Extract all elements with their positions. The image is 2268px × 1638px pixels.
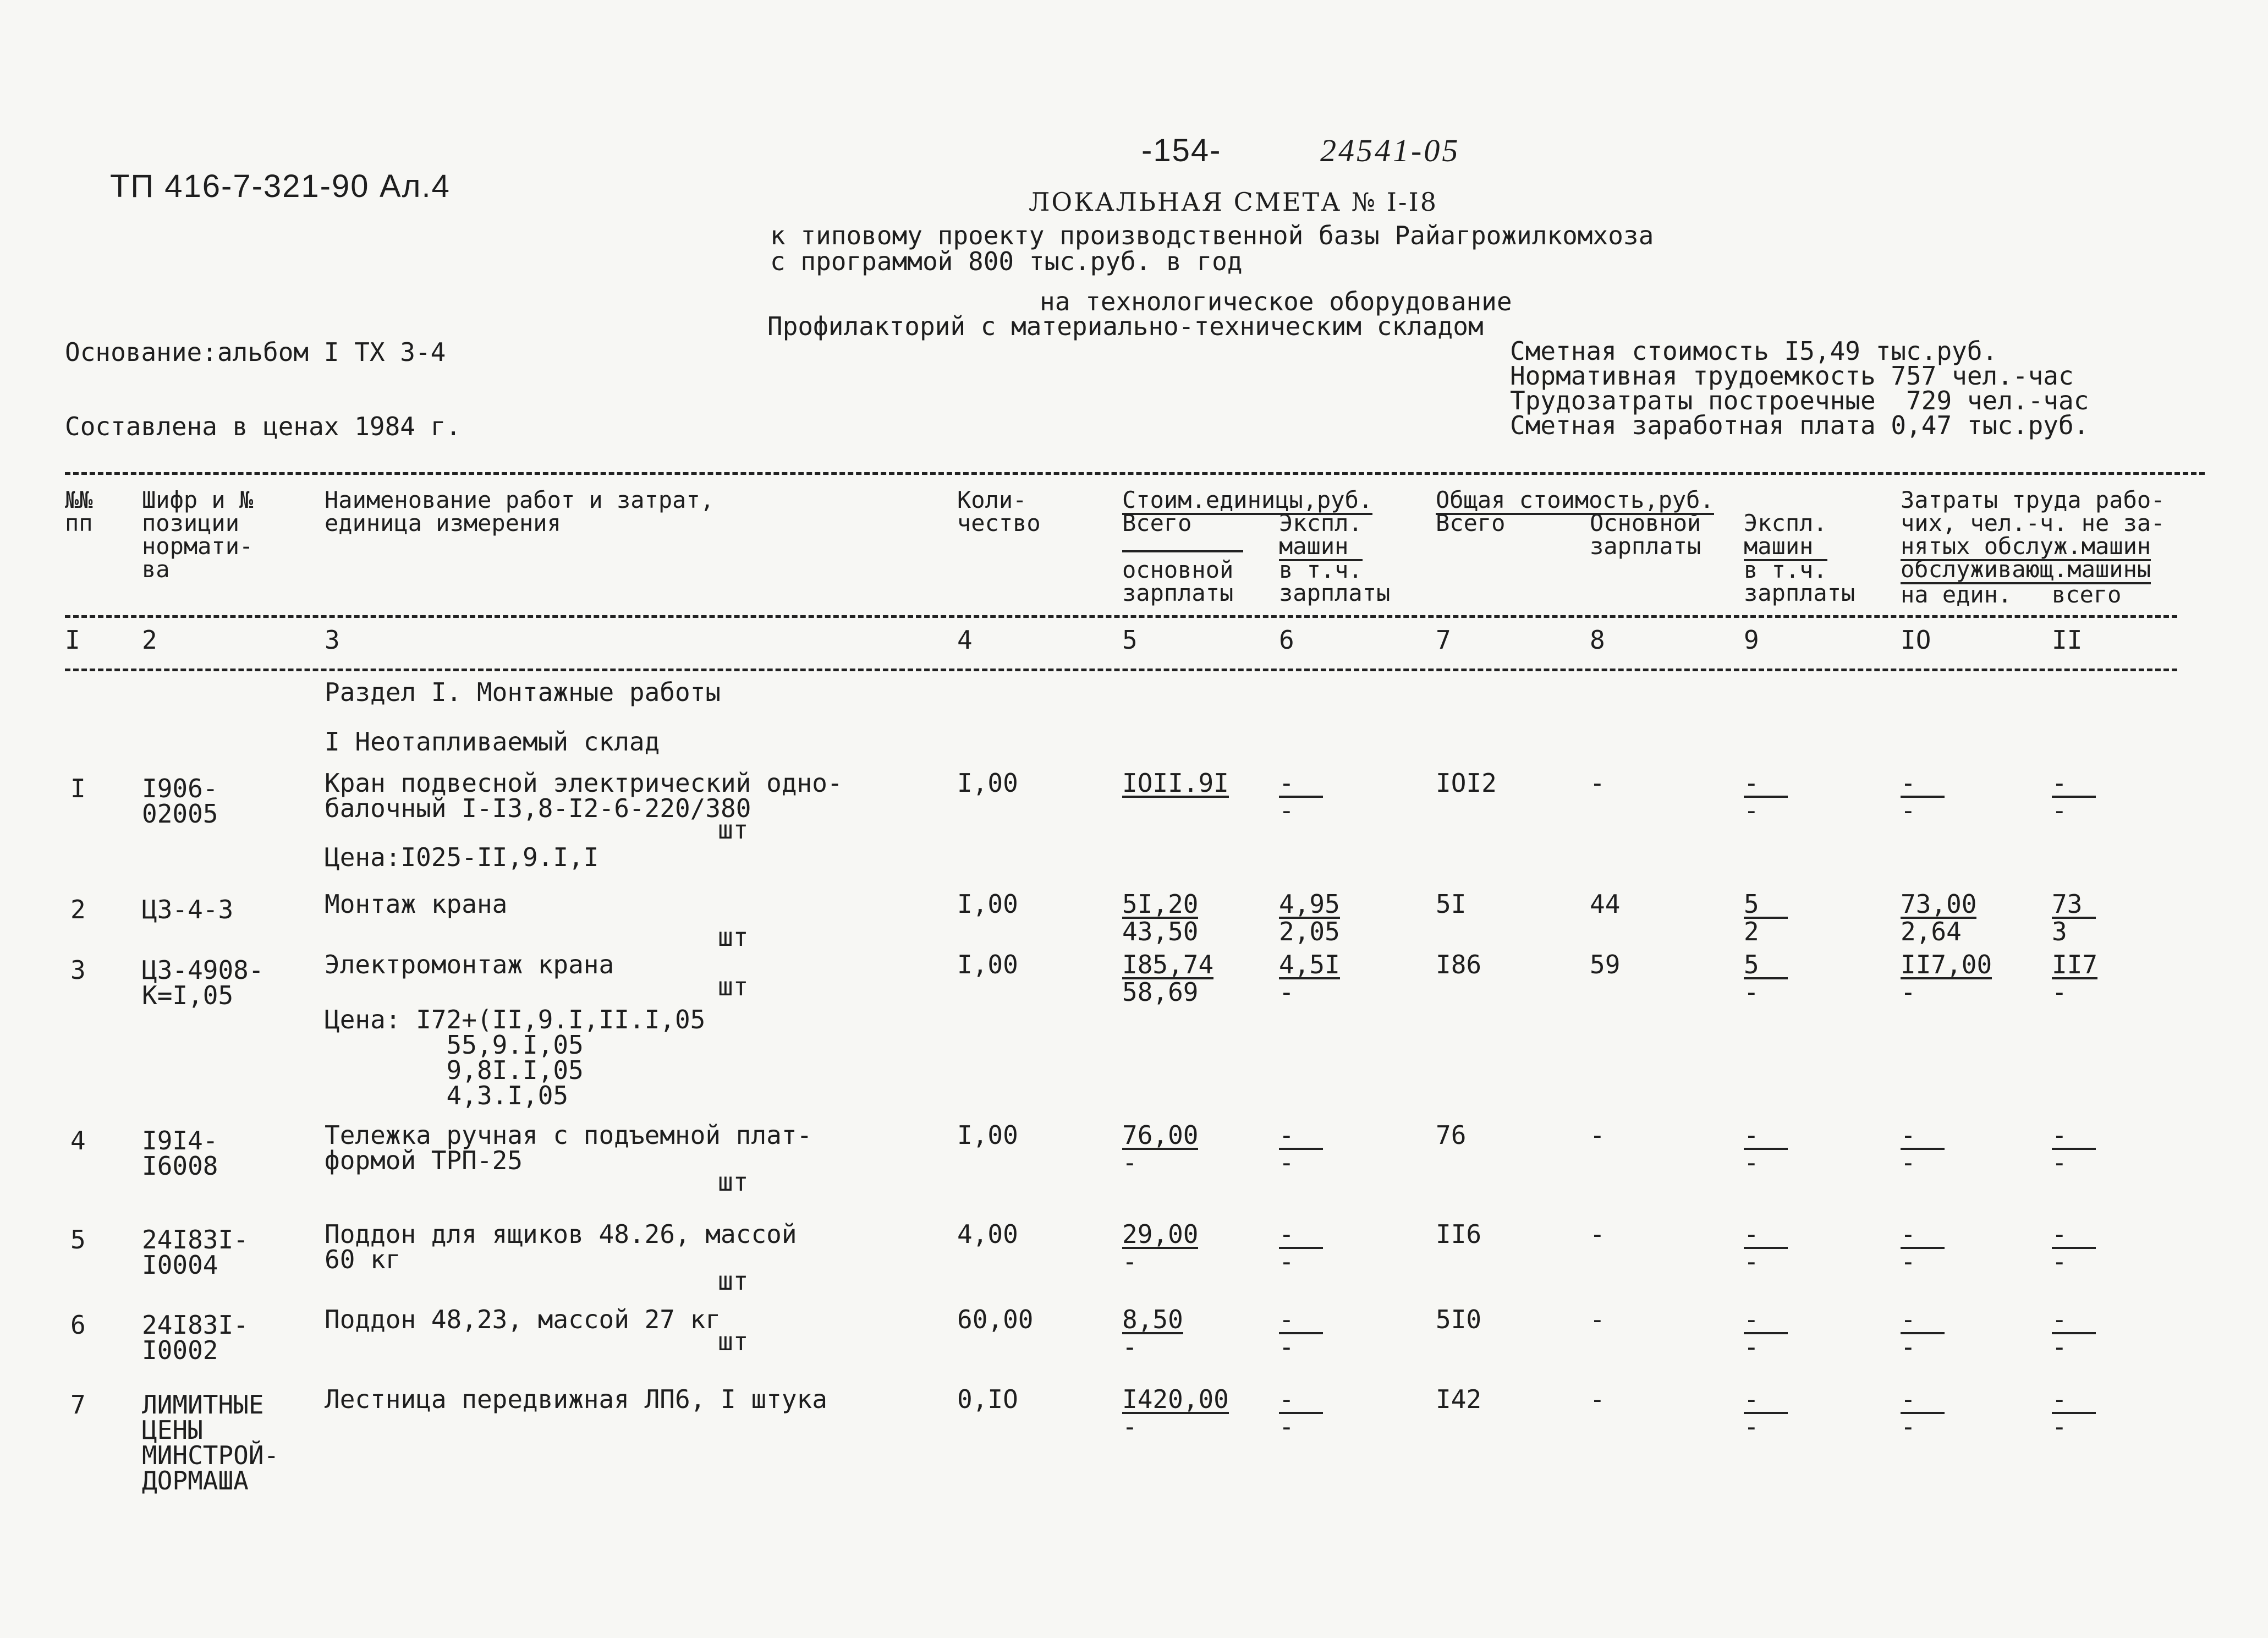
row-total-machines-bottom: - [1744, 977, 1759, 1007]
row-unit-machines-bottom: 2,05 [1279, 917, 1340, 946]
row-unit-total [1122, 770, 1229, 798]
row-unit-machines-bottom: - [1279, 1148, 1294, 1177]
row-total-machines [1744, 1219, 1788, 1277]
row-labor-total-top: II7 [2052, 950, 2098, 979]
row-labor-total [2052, 952, 2097, 1005]
row-total-machines [1744, 1122, 1788, 1175]
row-total-cost: IOI2 [1436, 768, 1497, 798]
project-code: ТП 416-7-321-90 [110, 168, 370, 204]
row-total-cost: I42 [1436, 1384, 1482, 1414]
row-code: 24I83I- I0004 [142, 1225, 249, 1280]
row-unit-total-top: I420,00 [1122, 1384, 1229, 1414]
estimate-title: ЛОКАЛЬНАЯ СМЕТА № I-I8 [1029, 187, 1438, 217]
row-unit-total [1122, 1122, 1198, 1175]
row-name: Кран подвесной электрический одно- балочный I-I3,8-I2-6-220/380 [325, 768, 843, 823]
row-name: Поддон для ящиков 48.26, массой 60 кг [325, 1219, 797, 1274]
row-labor-per-unit-top: - [1901, 1122, 1945, 1150]
row-total-machines [1744, 1307, 1788, 1360]
row-labor-total-top: - [2052, 1387, 2096, 1414]
row-labor-total-top: 73 [2052, 891, 2096, 919]
col-header-unit-machines: Экспл. машин [1279, 512, 1363, 561]
row-price-note: Цена:I025-II,9.I,I [325, 842, 599, 872]
row-total-wages: - [1590, 1120, 1605, 1150]
row-total-wages: 59 [1590, 950, 1621, 979]
row-total-machines-top: 5 [1744, 952, 1788, 979]
summary-line-wages: Сметная заработная плата 0,47 тыс.руб. [1510, 410, 2089, 440]
row-price-note: Цена: I72+(II,9.I,II.I,05 55,9.I,05 9,8I.I,05 4,3.I,05 [325, 1005, 706, 1110]
row-total-machines [1744, 1384, 1788, 1442]
row-total-machines [1744, 891, 1788, 944]
row-total-wages: - [1590, 1219, 1605, 1249]
row-quantity: 0,IO [957, 1384, 1018, 1414]
group-header-unit-cost: Стоим.единицы,руб. [1122, 489, 1372, 515]
row-total-machines-top: - [1744, 770, 1788, 798]
row-unit-total [1122, 1307, 1183, 1360]
subtitle-program: с программой 800 тыс.руб. в год [770, 246, 1243, 276]
row-total-cost: 5I [1436, 889, 1467, 919]
row-total-cost: I86 [1436, 950, 1482, 979]
row-labor-total-bottom: - [2052, 1247, 2067, 1277]
row-labor-per-unit [1901, 1384, 1945, 1442]
row-unit-total-bottom: - [1122, 1148, 1138, 1177]
row-unit-machines-top: 4,95 [1279, 889, 1340, 919]
row-unit-machines-top: - [1279, 1122, 1323, 1150]
row-unit-total-bottom: 43,50 [1122, 917, 1199, 946]
row-labor-total [2052, 891, 2096, 944]
row-labor-total-bottom: - [2052, 796, 2067, 825]
row-unit-total-bottom: - [1122, 1332, 1138, 1362]
subtitle-project: к типовому проекту производственной базы Райагрожилкомхоза [770, 221, 1654, 250]
row-total-machines-top: - [1744, 1221, 1788, 1249]
row-labor-total-top: - [2052, 1221, 2096, 1249]
row-unit: шт [718, 972, 749, 1001]
row-labor-per-unit [1901, 1307, 1945, 1360]
row-unit-machines-top: 4,5I [1279, 950, 1340, 979]
row-unit-total-top: I85,74 [1122, 950, 1214, 979]
numbers-bottom-rule [65, 669, 2177, 671]
col-header-name: Наименование работ и затрат, единица измерения [325, 486, 715, 536]
col-header-number: №№ пп [65, 486, 93, 536]
row-labor-per-unit [1901, 1219, 1945, 1277]
header-bottom-rule [65, 615, 2177, 618]
row-total-machines-bottom: 2 [1744, 917, 1759, 946]
row-total-machines-bottom: - [1744, 1332, 1759, 1362]
col-header-total: Всего [1436, 510, 1506, 536]
row-unit-machines [1279, 1384, 1323, 1442]
row-unit: шт [718, 1266, 749, 1296]
row-number: 4 [70, 1126, 86, 1155]
row-unit-machines-bottom: - [1279, 977, 1294, 1007]
row-labor-total-bottom: 3 [2052, 917, 2067, 946]
row-quantity: I,00 [957, 1120, 1018, 1150]
row-labor-per-unit [1901, 952, 1992, 1005]
row-total-machines-bottom: - [1744, 1148, 1759, 1177]
row-labor-per-unit-top: - [1901, 770, 1945, 798]
row-unit-total-top: 29,00 [1122, 1219, 1199, 1249]
row-unit-machines [1279, 952, 1340, 1005]
col-header-unit-total: Всего [1122, 510, 1192, 536]
row-labor-per-unit-bottom: - [1901, 1332, 1916, 1362]
row-number: 3 [70, 955, 86, 985]
row-unit-machines-bottom: - [1279, 796, 1294, 825]
row-number: 2 [70, 895, 86, 924]
group-header-labor-4: обслуживающ.машины [1901, 558, 2151, 584]
row-labor-per-unit-bottom: - [1901, 1148, 1916, 1177]
row-unit: шт [718, 1327, 749, 1356]
row-labor-total [2052, 1122, 2096, 1175]
row-unit-total-top: IOII.9I [1122, 768, 1229, 798]
summary-line-labor: Нормативная трудоемкость 757 чел.-час [1510, 361, 2074, 391]
row-unit-total [1122, 891, 1198, 944]
document-number: 24541-05 [1320, 133, 1460, 168]
row-number: 6 [70, 1310, 86, 1340]
row-unit-machines-top: - [1279, 770, 1323, 798]
col-number-8: 8 [1590, 625, 1605, 655]
row-unit-machines-top: - [1279, 1221, 1323, 1249]
col-header-code: Шифр и № позиции нормати- ва [142, 486, 254, 583]
row-total-machines-bottom: - [1744, 1247, 1759, 1277]
row-quantity: 60,00 [957, 1305, 1034, 1334]
row-labor-total-bottom: - [2052, 1332, 2067, 1362]
row-unit-total [1122, 1384, 1229, 1442]
col-number-4: 4 [957, 625, 973, 655]
row-name: Тележка ручная с подъемной плат- формой ТРП-25 [325, 1120, 812, 1175]
row-labor-per-unit-bottom: - [1901, 977, 1916, 1007]
basis-text: Основание:альбом I ТХ 3-4 [65, 337, 446, 367]
col-number-2: 2 [142, 625, 157, 655]
row-labor-total [2052, 1307, 2096, 1360]
row-code: I906- 02005 [142, 774, 218, 829]
row-unit-machines [1279, 1307, 1323, 1360]
row-labor-per-unit-top: II7,00 [1901, 950, 1992, 979]
row-labor-total-bottom: - [2052, 1412, 2067, 1442]
row-quantity: 4,00 [957, 1219, 1018, 1249]
row-unit-total [1122, 952, 1213, 1005]
row-number: 7 [70, 1390, 86, 1420]
col-header-labor-per-unit: на един. [1901, 581, 2012, 608]
col-number-9: 9 [1744, 625, 1759, 655]
subtitle-equipment: на технологическое оборудование [1040, 287, 1512, 316]
group-header-labor-2: чих, чел.-ч. не за- [1901, 510, 2165, 536]
row-unit-machines-top: - [1279, 1387, 1323, 1414]
row-total-cost: 76 [1436, 1120, 1467, 1150]
row-unit-total [1122, 1219, 1199, 1277]
row-total-machines-top: - [1744, 1387, 1788, 1414]
row-unit-machines [1279, 1219, 1323, 1277]
row-unit-machines [1279, 770, 1323, 823]
row-unit-machines-bottom: - [1279, 1332, 1294, 1362]
row-code: ЦЗ-4908- К=I,05 [142, 955, 264, 1010]
album-label: Ал.4 [380, 168, 451, 204]
row-unit-machines-bottom: - [1279, 1247, 1294, 1277]
group-header-labor-3: нятых обслуж.машин [1901, 535, 2151, 561]
row-total-wages: 44 [1590, 889, 1621, 919]
prices-year-text: Составлена в ценах 1984 г. [65, 412, 462, 441]
row-labor-per-unit [1901, 891, 1976, 944]
row-name: Электромонтаж крана [325, 950, 614, 979]
row-unit-total-top: 5I,20 [1122, 889, 1199, 919]
col-number-10: IO [1901, 625, 1931, 655]
col-header-total-machine-wages: в т.ч. зарплаты [1744, 556, 1855, 606]
row-number: I [70, 774, 86, 803]
row-number: 5 [70, 1225, 86, 1254]
row-code: 24I83I- I0002 [142, 1310, 249, 1365]
row-unit-total-bottom: - [1122, 1412, 1138, 1442]
subsection-title: I Неотапливаемый склад [325, 727, 660, 757]
col-header-total-machines: Экспл. машин [1744, 512, 1827, 561]
col-number-11: II [2052, 625, 2083, 655]
col5-divider [1122, 550, 1243, 552]
summary-line-cost: Сметная стоимость I5,49 тыс.руб. [1510, 336, 1998, 366]
row-total-machines [1744, 952, 1788, 1005]
row-code: ЦЗ-4-3 [142, 895, 234, 924]
row-total-wages: - [1590, 768, 1605, 798]
row-labor-per-unit-bottom: - [1901, 1247, 1916, 1277]
row-labor-per-unit-bottom: - [1901, 796, 1916, 825]
row-name: Поддон 48,23, массой 27 кг [325, 1305, 721, 1334]
col-header-unit-machine-wages: в т.ч. зарплаты [1279, 556, 1391, 606]
col-header-quantity: Коли- чество [957, 486, 1041, 536]
row-total-machines-top: 5 [1744, 891, 1788, 919]
col-number-7: 7 [1436, 625, 1451, 655]
row-unit-total-top: 76,00 [1122, 1120, 1199, 1150]
row-total-cost: II6 [1436, 1219, 1482, 1249]
row-total-machines-bottom: - [1744, 796, 1759, 825]
row-unit: шт [718, 815, 749, 845]
row-total-machines [1744, 770, 1788, 823]
row-labor-total [2052, 1219, 2096, 1277]
row-total-machines-top: - [1744, 1122, 1788, 1150]
table-top-rule [65, 472, 2205, 475]
row-unit-total-bottom: 58,69 [1122, 977, 1199, 1007]
row-total-machines-top: - [1744, 1307, 1788, 1334]
row-unit-total-top: 8,50 [1122, 1305, 1183, 1334]
row-labor-per-unit-top: - [1901, 1221, 1945, 1249]
row-labor-per-unit-top: 73,00 [1901, 889, 1977, 919]
col-number-3: 3 [325, 625, 340, 655]
row-quantity: I,00 [957, 768, 1018, 798]
row-unit-machines [1279, 1122, 1323, 1175]
row-total-cost: 5I0 [1436, 1305, 1482, 1334]
row-unit-machines-bottom: - [1279, 1412, 1294, 1442]
row-unit-total-bottom: - [1122, 1247, 1138, 1277]
row-unit: шт [718, 922, 749, 952]
row-labor-per-unit-top: - [1901, 1307, 1945, 1334]
row-unit-machines-top: - [1279, 1307, 1323, 1334]
row-labor-total-bottom: - [2052, 977, 2067, 1007]
page-number: -154- [1141, 133, 1222, 168]
col-number-6: 6 [1279, 625, 1294, 655]
row-quantity: I,00 [957, 889, 1018, 919]
row-code: ЛИМИТНЫЕ ЦЕНЫ МИНСТРОЙ- ДОРМАША [142, 1390, 279, 1495]
col-number-1: I [65, 625, 80, 655]
row-unit: шт [718, 1167, 749, 1197]
group-header-labor-1: Затраты труда рабо- [1901, 486, 2165, 513]
row-total-machines-bottom: - [1744, 1412, 1759, 1442]
summary-line-site-labor: Трудозатраты построечные 729 чел.-час [1510, 386, 2089, 415]
section-title: Раздел I. Монтажные работы [325, 677, 721, 707]
col-number-5: 5 [1122, 625, 1138, 655]
row-labor-per-unit [1901, 1122, 1945, 1175]
col-header-unit-wages: основной зарплаты [1122, 556, 1234, 606]
group-header-total-cost: Общая стоимость,руб. [1436, 489, 1714, 515]
row-labor-total-bottom: - [2052, 1148, 2067, 1177]
row-labor-total [2052, 770, 2096, 823]
row-unit-machines [1279, 891, 1340, 944]
row-quantity: I,00 [957, 950, 1018, 979]
subtitle-object: Профилакторий с материально-техническим складом [767, 311, 1484, 341]
row-name: Лестница передвижная ЛП6, I штука [325, 1384, 827, 1414]
row-labor-total-top: - [2052, 1307, 2096, 1334]
col-header-total-wages: Основной зарплаты [1590, 510, 1701, 560]
row-name: Монтаж крана [325, 889, 508, 919]
row-labor-per-unit [1901, 770, 1945, 823]
row-total-wages: - [1590, 1305, 1605, 1334]
row-total-wages: - [1590, 1384, 1605, 1414]
row-labor-per-unit-bottom: 2,64 [1901, 917, 1962, 946]
row-labor-per-unit-bottom: - [1901, 1412, 1916, 1442]
row-labor-total [2052, 1384, 2096, 1442]
row-labor-total-top: - [2052, 1122, 2096, 1150]
row-labor-per-unit-top: - [1901, 1387, 1945, 1414]
row-code: I9I4- I6008 [142, 1126, 218, 1181]
row-labor-total-top: - [2052, 770, 2096, 798]
col-header-labor-total: всего [2052, 581, 2122, 608]
